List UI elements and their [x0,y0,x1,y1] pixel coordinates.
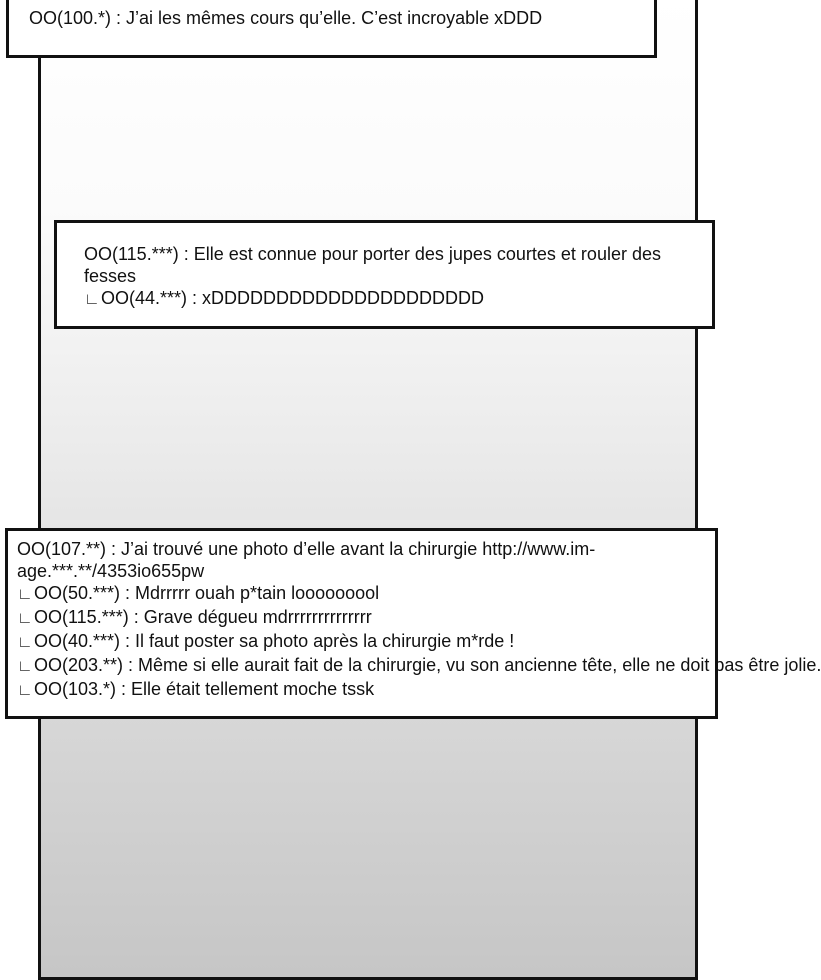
comment-text: OO(100.*) : J’ai les mêmes cours qu’elle. C’est incroyable xDDD [29,8,543,28]
reply-text: OO(44.***) : xDDDDDDDDDDDDDDDDDDDDD [101,288,485,308]
reply-line [17,630,709,654]
reply-line [84,287,702,311]
reply-corner-icon: ∟ [17,682,33,699]
reply-text: OO(115.***) : Grave dégueu mdrrrrrrrrrrrrrr [34,607,372,627]
reply-corner-icon: ∟ [17,658,33,675]
comment-box [54,220,715,329]
reply-corner-icon: ∟ [84,291,100,308]
comment-box [6,0,657,58]
reply-text: OO(40.***) : Il faut poster sa photo après la chirurgie m*rde ! [34,631,515,651]
reply-line [17,606,709,630]
comment-text: OO(107.**) : J’ai trouvé une photo d’elle avant la chirurgie http://www.im-age.***.**/4353io655pw [17,539,596,581]
reply-line [17,678,709,702]
comment-text: OO(115.***) : Elle est connue pour porter des jupes courtes et rouler des fesses [84,244,661,286]
reply-line [17,654,821,678]
reply-corner-icon: ∟ [17,610,33,627]
reply-text: OO(50.***) : Mdrrrrr ouah p*tain looooooool [34,583,380,603]
reply-corner-icon: ∟ [17,586,33,603]
reply-text: OO(103.*) : Elle était tellement moche tssk [34,679,375,699]
comment-box [5,528,821,719]
comic-panel [38,0,698,980]
reply-corner-icon: ∟ [17,634,33,651]
reply-line [17,582,709,606]
reply-text: OO(203.**) : Même si elle aurait fait de la chirurgie, vu son ancienne tête, elle ne doit pas être jolie. [34,655,821,675]
